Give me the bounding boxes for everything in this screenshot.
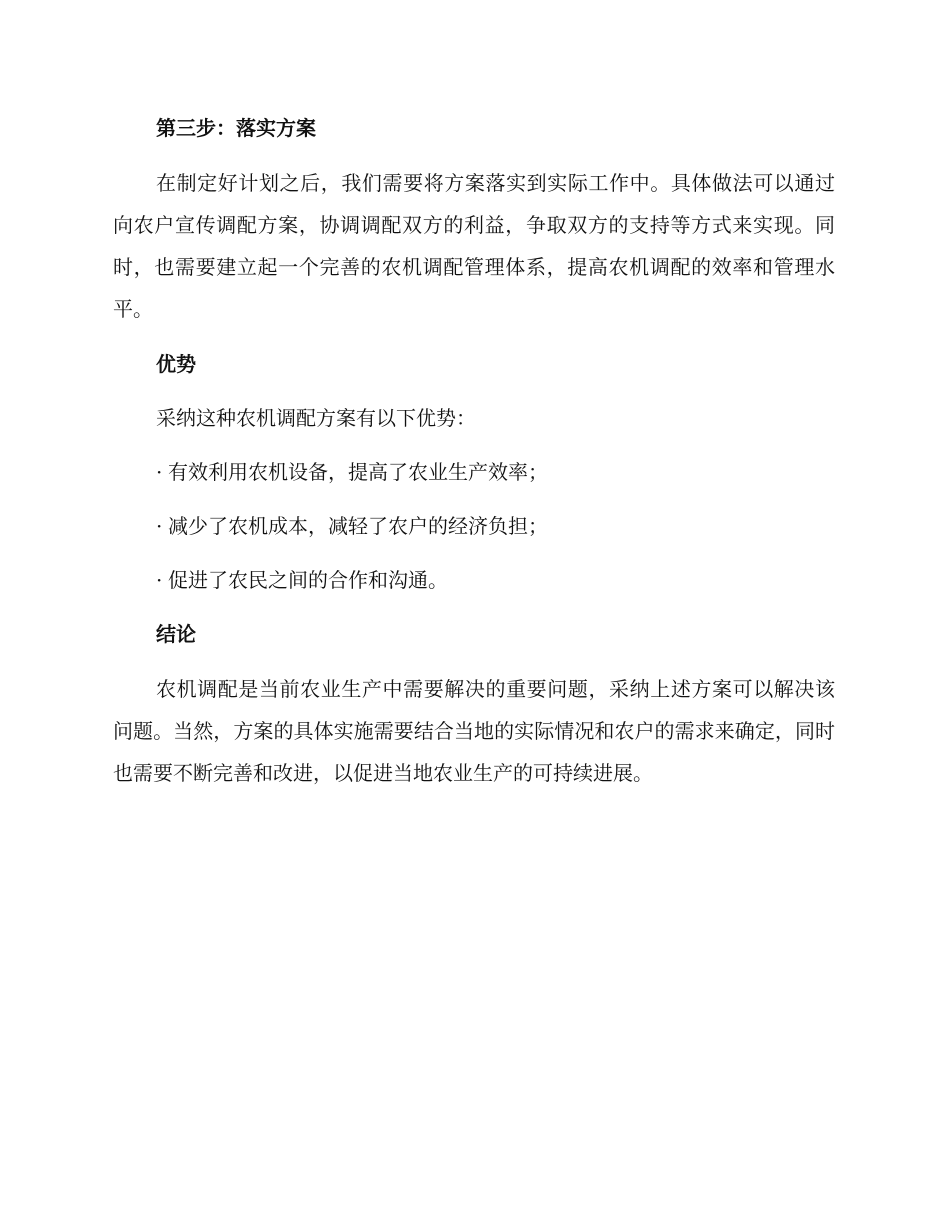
list-item-text: 促进了农民之间的合作和沟通。 (168, 568, 448, 592)
list-item-text: 有效利用农机设备，提高了农业生产效率； (168, 460, 548, 484)
section-heading-step3: 第三步：落实方案 (156, 116, 316, 140)
list-item-text: 减少了农机成本，减轻了农户的经济负担； (168, 514, 548, 538)
bullet-icon: · (156, 514, 163, 538)
bullet-icon: · (156, 568, 163, 592)
paragraph-step3: 在制定好计划之后，我们需要将方案落实到实际工作中。具体做法可以通过向农户宣传调配方案，协调调配双方的利益，争取双方的支持等方式来实现。同时，也需要建立起一个完善的农机调配管理体系，提高农机调配的效率和管理水平。 (113, 171, 835, 321)
paragraph-conclusion: 农机调配是当前农业生产中需要解决的重要问题，采纳上述方案可以解决该问题。当然，方案的具体实施需要结合当地的实际情况和农户的需求来确定，同时也需要不断完善和改进，以促进当地农业生产的可持续进展。 (113, 677, 835, 785)
document-page (113, 108, 835, 808)
list-item (113, 506, 835, 546)
section-heading-advantages: 优势 (156, 352, 196, 376)
list-item (113, 560, 835, 600)
list-item (113, 452, 835, 492)
advantages-intro: 采纳这种农机调配方案有以下优势： (156, 406, 476, 430)
section-heading-conclusion: 结论 (156, 622, 196, 646)
bullet-icon: · (156, 460, 163, 484)
